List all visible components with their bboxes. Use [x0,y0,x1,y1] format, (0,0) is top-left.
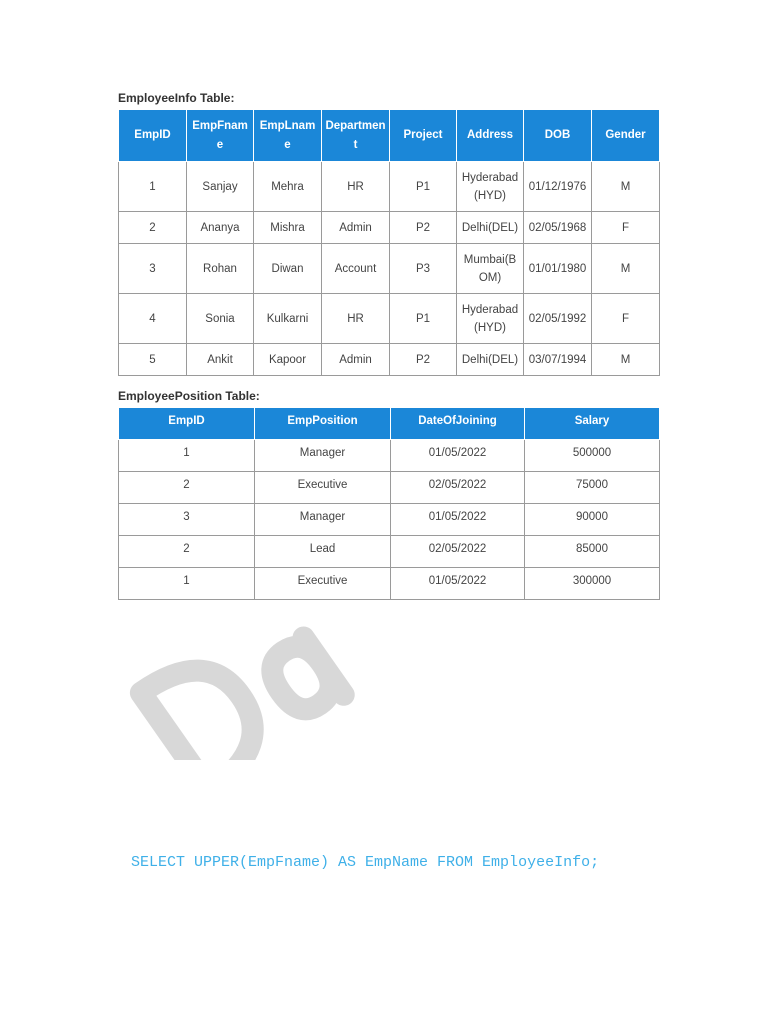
table-cell: 3 [119,504,255,536]
table-row [119,536,660,568]
table-cell: Executive [255,568,391,600]
header-cell: Gender [592,110,660,162]
employee-position-title: EmployeePosition Table: [118,389,260,403]
table-cell: Manager [255,504,391,536]
header-cell: Salary [525,408,660,440]
table-cell: Mumbai(BOM) [457,244,524,294]
table-cell: 75000 [525,472,660,504]
table-header-row [119,408,660,440]
table-cell: F [592,294,660,344]
table-cell: Delhi(DEL) [457,212,524,244]
table-cell: 02/05/2022 [391,472,525,504]
table-cell: 02/05/1968 [524,212,592,244]
table-cell: 5 [119,344,187,376]
table-row [119,212,660,244]
header-cell: EmpID [119,110,187,162]
table-cell: HR [322,162,390,212]
table-cell: 02/05/2022 [391,536,525,568]
table-cell: P2 [390,212,457,244]
table-cell: 3 [119,244,187,294]
table-cell: 01/01/1980 [524,244,592,294]
table-cell: 01/05/2022 [391,568,525,600]
header-cell: EmpLname [254,110,322,162]
header-cell: Address [457,110,524,162]
table-cell: Diwan [254,244,322,294]
table-cell: Mehra [254,162,322,212]
table-cell: Sanjay [187,162,254,212]
table-cell: 85000 [525,536,660,568]
table-cell: 2 [119,472,255,504]
table-cell: M [592,244,660,294]
table-cell: M [592,344,660,376]
table-cell: Admin [322,212,390,244]
sql-query: SELECT UPPER(EmpFname) AS EmpName FROM EmployeeInfo; [131,854,600,871]
table-row [119,162,660,212]
table-cell: 1 [119,440,255,472]
table-row [119,568,660,600]
table-row [119,344,660,376]
table-cell: Rohan [187,244,254,294]
employee-info-title: EmployeeInfo Table: [118,91,235,105]
table-cell: P3 [390,244,457,294]
table-cell: P1 [390,294,457,344]
header-cell: Project [390,110,457,162]
table-cell: Admin [322,344,390,376]
table-cell: P2 [390,344,457,376]
employee-position-table [118,407,660,600]
table-cell: Kulkarni [254,294,322,344]
header-cell: DOB [524,110,592,162]
table-cell: Manager [255,440,391,472]
table-cell: Delhi(DEL) [457,344,524,376]
table-cell: 2 [119,536,255,568]
table-cell: F [592,212,660,244]
header-cell: EmpPosition [255,408,391,440]
table-cell: 03/07/1994 [524,344,592,376]
table-cell: 2 [119,212,187,244]
table-cell: 01/05/2022 [391,504,525,536]
table-cell: Sonia [187,294,254,344]
table-row [119,504,660,536]
table-cell: Lead [255,536,391,568]
table-row [119,294,660,344]
table-cell: Mishra [254,212,322,244]
table-cell: P1 [390,162,457,212]
table-cell: Hyderabad(HYD) [457,162,524,212]
table-cell: 500000 [525,440,660,472]
table-cell: Account [322,244,390,294]
table-cell: Ankit [187,344,254,376]
table-row [119,244,660,294]
table-cell: HR [322,294,390,344]
table-cell: 01/12/1976 [524,162,592,212]
table-cell: 1 [119,162,187,212]
header-cell: EmpFname [187,110,254,162]
header-cell: EmpID [119,408,255,440]
table-cell: Kapoor [254,344,322,376]
table-header-row [119,110,660,162]
table-cell: Hyderabad(HYD) [457,294,524,344]
table-cell: M [592,162,660,212]
table-cell: Executive [255,472,391,504]
table-cell: 90000 [525,504,660,536]
table-cell: 1 [119,568,255,600]
table-cell: 300000 [525,568,660,600]
table-cell: 01/05/2022 [391,440,525,472]
table-row [119,440,660,472]
table-row [119,472,660,504]
table-cell: 02/05/1992 [524,294,592,344]
table-cell: 4 [119,294,187,344]
table-cell: Ananya [187,212,254,244]
header-cell: DateOfJoining [391,408,525,440]
employee-info-table [118,109,660,376]
header-cell: Department [322,110,390,162]
